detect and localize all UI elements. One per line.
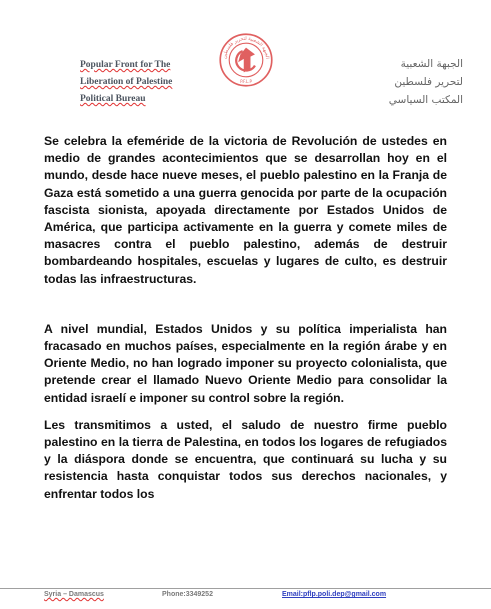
body-paragraph-1: Se celebra la efeméride de la victoria de Revolución de ustedes en medio de grandes acontecimientos que se desarrollan hoy en el mundo, desde hace nueve meses, el pueblo palestino en la Franja de Gaza está sometido a una guerra genocida por parte de la ocupación fascista sionista, apoyada directamente por Estados Unidos de América, que participa activamente en la guerra y comete miles de masacres contra el pueblo palestino, además de destruir bombardeando hospitales, escuelas y lugares de culto, es destruir todas las infraestructuras. <box>44 134 447 286</box>
header-arabic-line-3: المكتب السياسي <box>388 94 463 106</box>
footer-email-link[interactable]: Email:pflp.poli.dep@gmail.com <box>282 591 387 598</box>
pflp-logo-icon <box>218 32 274 88</box>
letter-body <box>44 133 447 503</box>
header-english-line-2: Liberation of Palestine <box>80 77 173 87</box>
footer-location: Syria – Damascus <box>44 591 104 598</box>
footer-phone: Phone:3349252 <box>162 591 213 598</box>
header-arabic-line-2: لتحرير فلسطين <box>394 76 463 88</box>
logo-ring-text: الجبهة الشعبية لتحرير فلسطين <box>222 36 270 60</box>
logo-bottom-text: P.F.L.P <box>240 78 252 84</box>
body-paragraph-3: Les transmitimos a usted, el saludo de nuestro firme pueblo palestino en la tierra de Palestina, en todos los logares de refugiados y la diáspora donde se encuentra, que continuará su lucha y su resistencia hasta conquistar todos sus derechos nacionales, y enfrentar todos los <box>44 417 447 501</box>
footer-divider <box>0 588 491 589</box>
header-english-line-1: Popular Front for The <box>80 60 171 70</box>
header-arabic-line-1: الجبهة الشعبية <box>400 58 463 70</box>
header-english-line-3: Political Bureau <box>80 94 146 104</box>
header-arabic-block <box>353 55 463 109</box>
header-english-block <box>80 57 210 108</box>
body-paragraph-2: A nivel mundial, Estados Unidos y su política imperialista han fracasado en muchos países, especialmente en la región árabe y en Oriente Medio, no han logrado imponer su proyecto colonialista, que pretende crear el llamado Nuevo Oriente Medio para consolidar la entidad israelí e imponer su control sobre la región. <box>44 321 447 405</box>
